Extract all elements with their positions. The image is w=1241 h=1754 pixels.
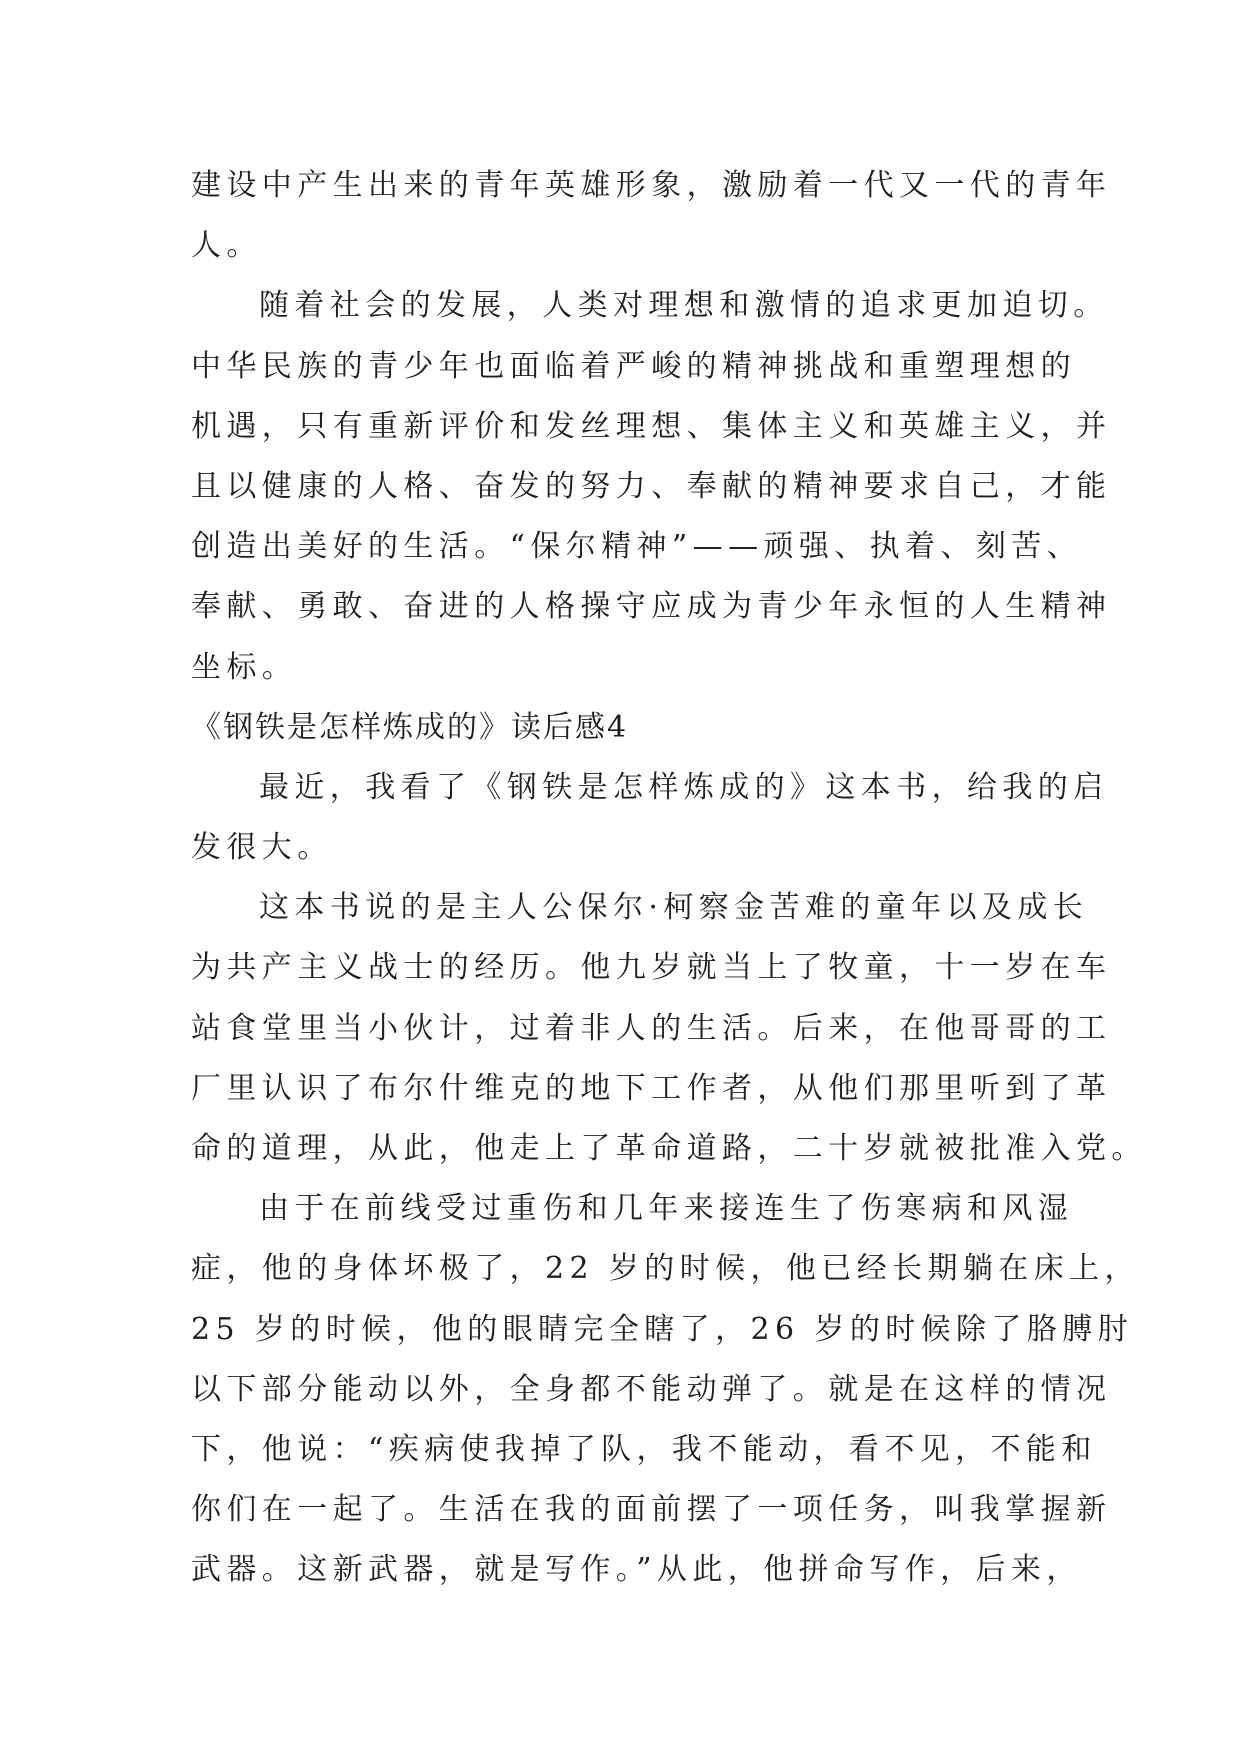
text-line: 坐标。 — [191, 649, 298, 685]
paragraph-start-line: 由于在前线受过重伤和几年来接连生了伤寒病和风湿 — [259, 1191, 1074, 1227]
text-line: 且以健康的人格、奋发的努力、奉献的精神要求自己，才能 — [191, 468, 1112, 504]
text-line: 武器。这新武器，就是写作。”从此，他拼命写作，后来， — [191, 1552, 1082, 1588]
text-line: 站食堂里当小伙计，过着非人的生活。后来，在他哥哥的工 — [191, 1010, 1112, 1046]
text-line: 你们在一起了。生活在我的面前摆了一项任务，叫我掌握新 — [191, 1492, 1112, 1528]
text-line: 以下部分能动以外，全身都不能动弹了。就是在这样的情况 — [191, 1371, 1112, 1407]
text-line: 奉献、勇敢、奋进的人格操守应成为青少年永恒的人生精神 — [191, 589, 1112, 625]
text-line: 建设中产生出来的青年英雄形象，激励着一代又一代的青年 — [191, 168, 1112, 203]
section-heading: 《钢铁是怎样炼成的》读后感4 — [191, 709, 629, 745]
text-line: 下，他说：“疾病使我掉了队，我不能动，看不见，不能和 — [191, 1431, 1097, 1467]
paragraph-start-line: 这本书说的是主人公保尔·柯察金苦难的童年以及成长 — [259, 890, 1089, 926]
paragraph-start-line: 最近，我看了《钢铁是怎样炼成的》这本书，给我的启 — [259, 769, 1109, 805]
text-line: 25 岁的时候，他的眼睛完全瞎了，26 岁的时候除了胳膊肘 — [191, 1311, 1134, 1347]
document-body — [191, 156, 1147, 1601]
text-line: 机遇，只有重新评价和发丝理想、集体主义和英雄主义，并 — [191, 408, 1112, 444]
paragraph-start-line: 随着社会的发展，人类对理想和激情的追求更加迫切。 — [259, 288, 1109, 324]
text-line: 发很大。 — [191, 830, 333, 866]
text-line: 中华民族的青少年也面临着严峻的精神挑战和重塑理想的 — [191, 348, 1076, 384]
text-line: 创造出美好的生活。“保尔精神”——顽强、执着、刻苦、 — [191, 529, 1083, 565]
text-line: 人。 — [191, 228, 262, 264]
text-line: 症，他的身体坏极了，22 岁的时候，他已经长期躺在床上， — [191, 1251, 1140, 1287]
text-line: 命的道理，从此，他走上了革命道路，二十岁就被批准入党。 — [191, 1131, 1147, 1166]
text-line: 为共产主义战士的经历。他九岁就当上了牧童，十一岁在车 — [191, 950, 1112, 986]
text-line: 厂里认识了布尔什维克的地下工作者，从他们那里听到了革 — [191, 1070, 1112, 1106]
